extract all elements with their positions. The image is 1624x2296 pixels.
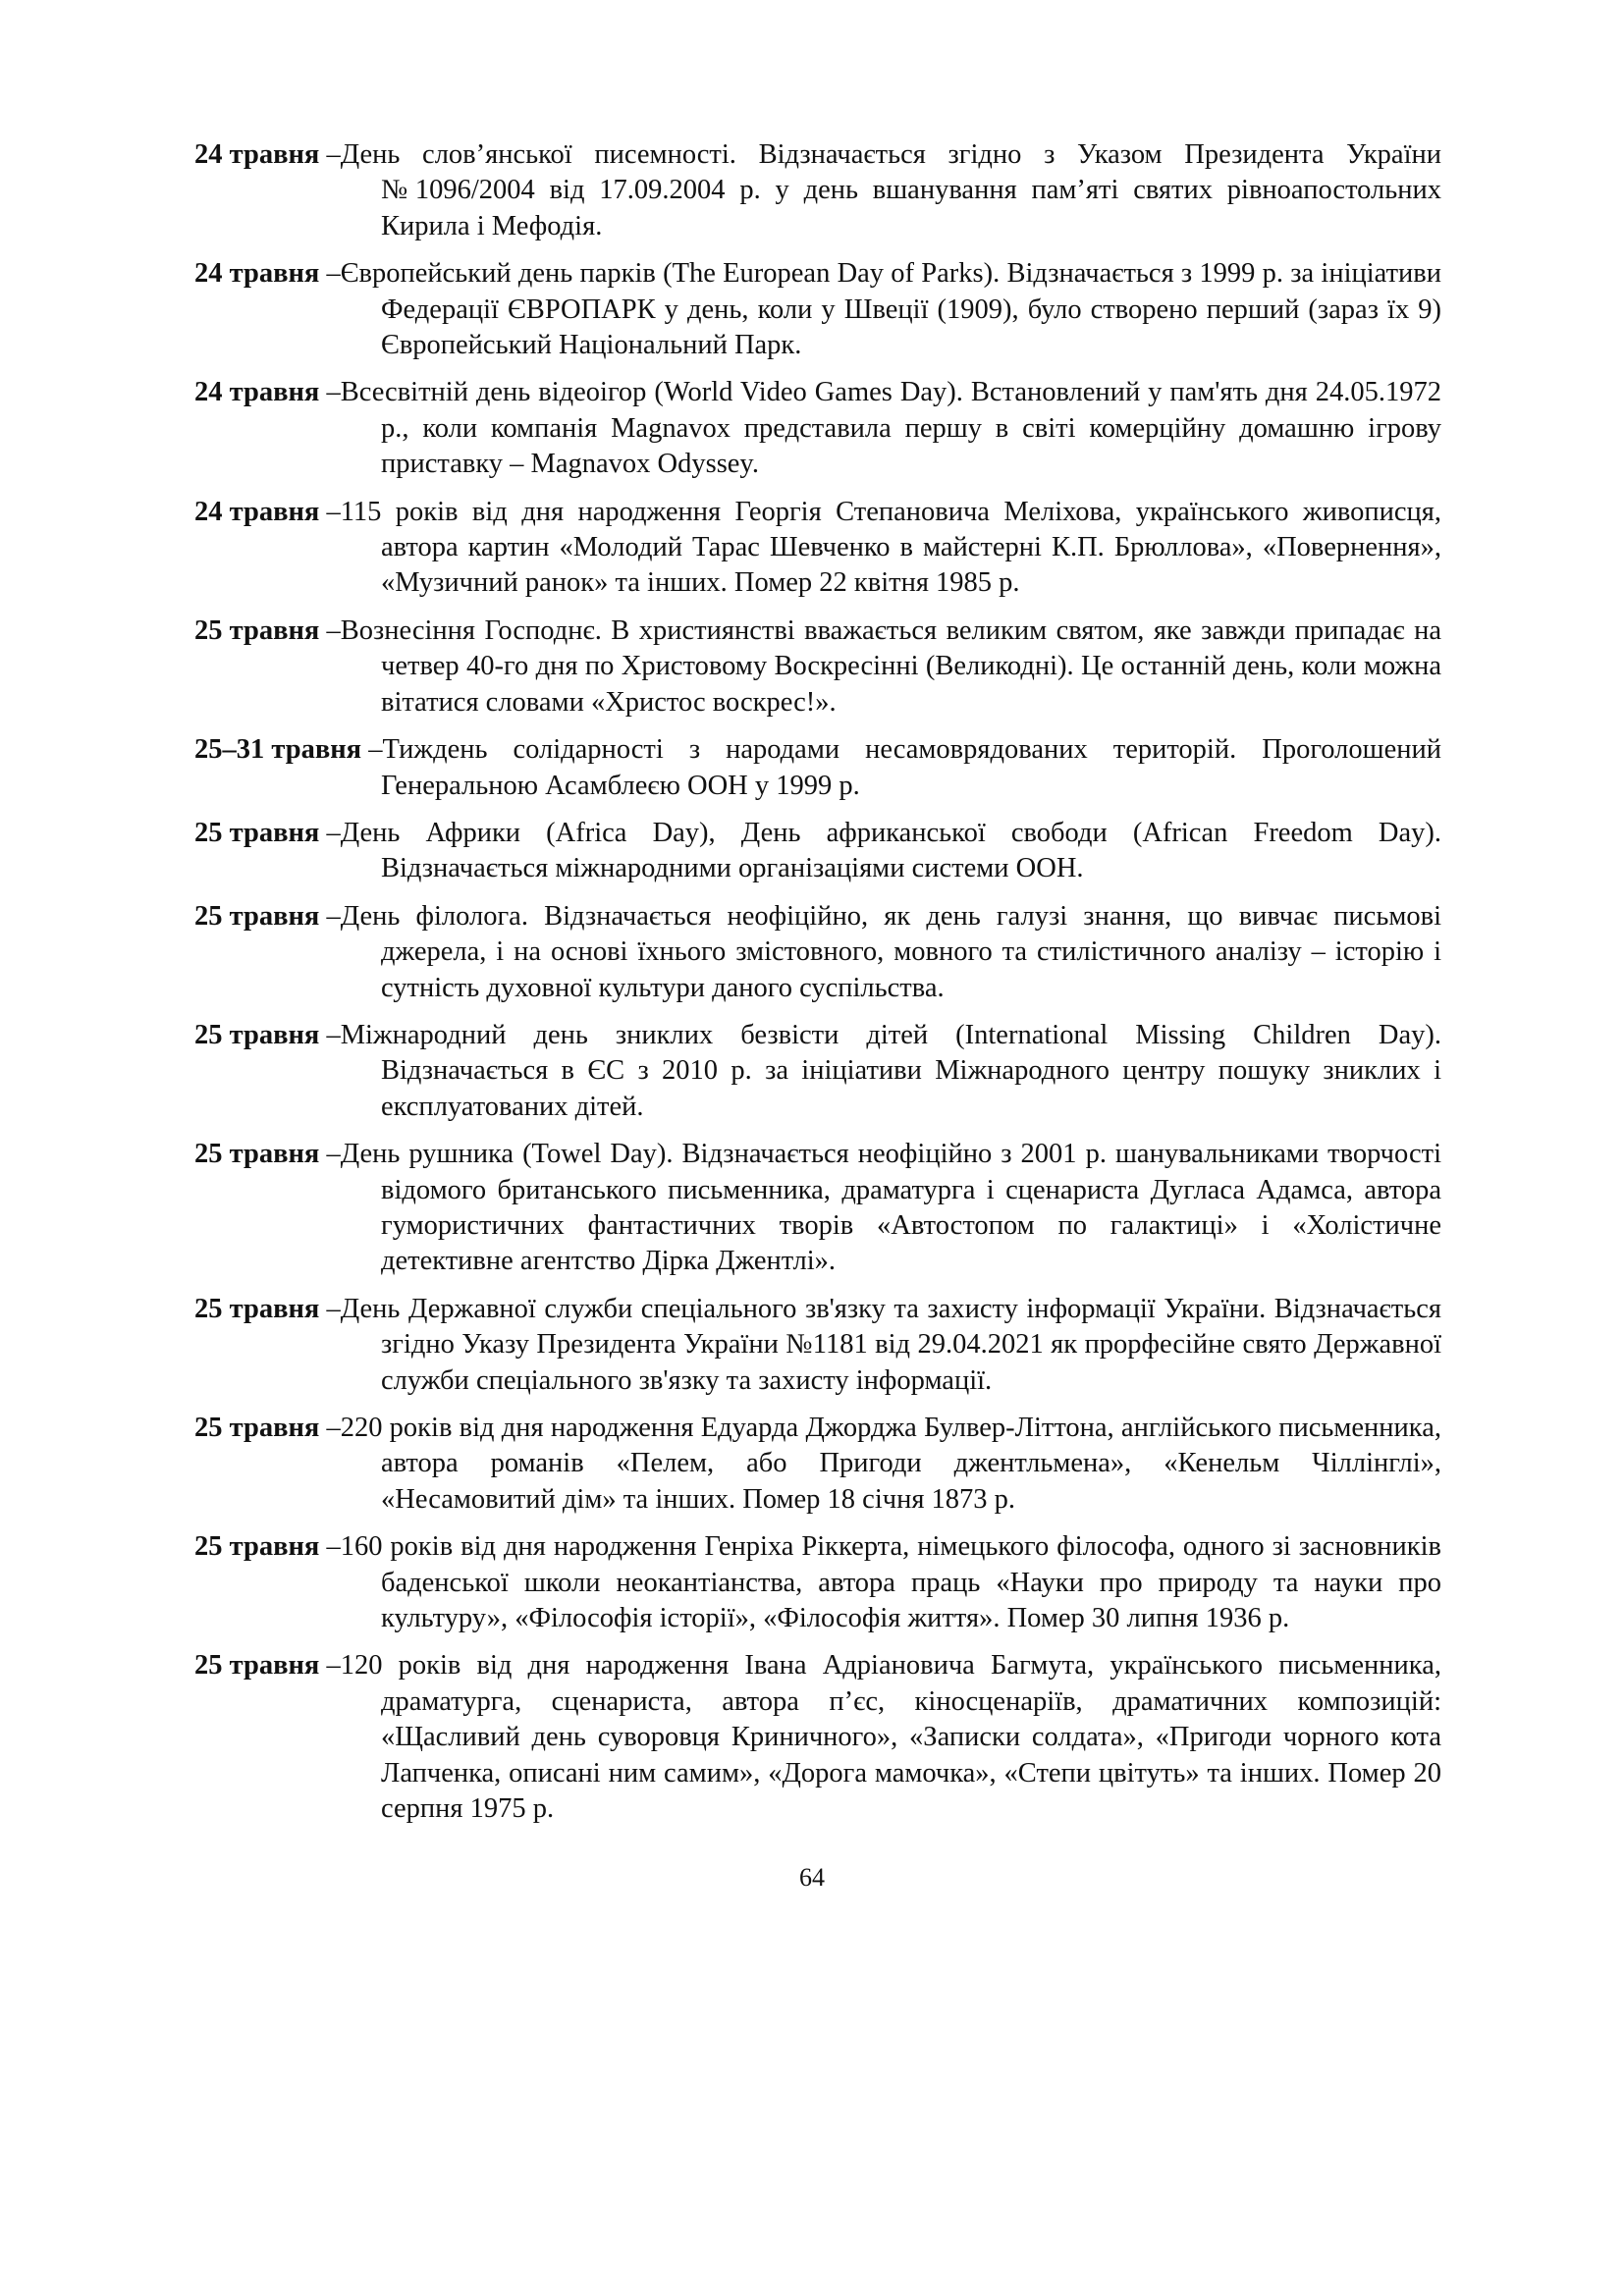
entry-separator: –: [319, 817, 341, 848]
entry-5: [194, 614, 1441, 721]
entry-text: День рушника (Towel Day). Відзначається неофіційно з 2001 р. шанувальниками творчості відомого британського письменника, драматурга і сценариста Дугласа Адамса, автора гумористичних фантастичних творів «Автостопом по галактиці» і «Холістичне детективне агентство Дірка Джентлі».: [340, 1139, 1441, 1277]
entry-11: [194, 1292, 1441, 1399]
entry-separator: –: [319, 1019, 341, 1050]
entry-13: [194, 1529, 1441, 1636]
entry-2: [194, 256, 1441, 363]
page-number: 64: [799, 1863, 825, 1892]
entry-text: День слов’янської писемності. Відзначається згідно з Указом Президента України №1096/2004 від 17.09.2004 р. у день вшанування пам’яті святих рівноапостольних Кирила і Мефодія.: [340, 139, 1441, 241]
entry-8: [194, 899, 1441, 1006]
entry-separator: –: [319, 1139, 341, 1170]
entry-text: День Африки (Africa Day), День африканської свободи (African Freedom Day). Відзначається міжнародними організаціями системи ООН.: [340, 817, 1441, 884]
entry-text: 160 років від дня народження Генріха Ріккерта, німецького філософа, одного зі засновників баденської школи неокантіанства, автора праць «Науки про природу та науки про культуру», «Філософія історії», «Філософія життя». Помер 30 липня 1936 р.: [340, 1531, 1441, 1634]
entry-6: [194, 732, 1441, 804]
entry-text: Європейський день парків (The European Day of Parks). Відзначається з 1999 р. за ініціативи Федерації ЄВРОПАРК у день, коли у Швеції (1909), було створено перший (зараз їх 9) Європейський Національний Парк.: [340, 258, 1441, 361]
entry-text: Міжнародний день зниклих безвісти дітей (International Missing Children Day). Відзначається в ЄС з 2010 р. за ініціативи Міжнародного центру пошуку зниклих і експлуатованих дітей.: [340, 1019, 1441, 1122]
entry-separator: –: [319, 1293, 341, 1324]
entry-separator: –: [319, 900, 341, 932]
entry-separator: –: [319, 1531, 341, 1563]
entry-text: 120 років від дня народження Івана Адріановича Багмута, українського письменника, драматурга, сценариста, автора п’єс, кіносценаріїв, драматичних композицій: «Щасливий день суворовця Криничного», «Записки солдата», «Пригоди чорного кота Лапченка, описані ним самим», «Дорога мамочка», «Степи цвітуть» та інших. Помер 20 серпня 1975 р.: [340, 1650, 1441, 1825]
entry-14: [194, 1648, 1441, 1827]
entry-text: 115 років від дня народження Георгія Степановича Меліхова, українського живописця, автора картин «Молодий Тарас Шевченко в майстерні К.П. Брюллова», «Повернення», «Музичний ранок» та інших. Помер 22 квітня 1985 р.: [340, 496, 1441, 599]
entry-date: 25 травня: [194, 1019, 320, 1050]
entry-text: День філолога. Відзначається неофіційно, як день галузі знання, що вивчає письмові джерела, і на основі їхнього змістовного, мовного та стилістичного аналізу – історію і сутність духовної культури даного суспільства.: [340, 900, 1441, 1003]
entry-text: День Державної служби спеціального зв'язку та захисту інформації України. Відзначається згідно Указу Президента України №1181 від 29.04.2021 як прорфесійне свято Державної служби спеціального зв'язку та захисту інформації.: [340, 1293, 1441, 1396]
entry-separator: –: [319, 377, 341, 408]
entry-text: Тиждень солідарності з народами несамоврядованих територій. Проголошений Генеральною Асамблеєю ООН у 1999 р.: [381, 734, 1441, 801]
entry-date: 25 травня: [194, 1650, 320, 1682]
entry-separator: –: [319, 496, 341, 527]
entry-4: [194, 495, 1441, 602]
entry-date: 25 травня: [194, 817, 320, 848]
entry-separator: –: [361, 734, 383, 766]
entry-7: [194, 816, 1441, 887]
entry-text: Всесвітній день відеоігор (World Video Games Day). Встановлений у пам'ять дня 24.05.1972 р., коли компанія Magnavox представила першу в світі комерційну домашню ігрову приставку – Magnavox Odyssey.: [340, 377, 1441, 480]
entry-date: 25 травня: [194, 1139, 320, 1170]
entry-text: Вознесіння Господнє. В християнстві вважається великим святом, яке завжди припадає на четвер 40-го дня по Христовому Воскресінні (Великодні). Це останній день, коли можна вітатися словами «Христос воскрес!».: [340, 614, 1441, 718]
entry-date: 25 травня: [194, 1531, 320, 1563]
entry-separator: –: [319, 1650, 341, 1682]
entry-3: [194, 375, 1441, 482]
entry-9: [194, 1018, 1441, 1125]
entry-date: 25–31 травня: [194, 734, 362, 766]
entry-separator: –: [319, 139, 341, 170]
entry-date: 25 травня: [194, 1413, 320, 1443]
entry-date: 24 травня: [194, 496, 320, 527]
entry-date: 24 травня: [194, 377, 320, 408]
entry-date: 25 травня: [194, 900, 320, 932]
entry-separator: –: [319, 1413, 341, 1443]
entry-text: 220 років від дня народження Едуарда Джорджа Булвер-Літтона, англійського письменника, автора романів «Пелем, або Пригоди джентльмена», «Кенельм Чіллінглі», «Несамовитий дім» та інших. Помер 18 січня 1873 р.: [340, 1413, 1441, 1515]
calendar-entries: [194, 137, 1441, 1839]
entry-date: 24 травня: [194, 258, 320, 290]
entry-12: [194, 1411, 1441, 1518]
entry-date: 24 травня: [194, 139, 320, 170]
entry-date: 25 травня: [194, 1293, 320, 1324]
entry-date: 25 травня: [194, 614, 320, 646]
entry-10: [194, 1137, 1441, 1280]
entry-1: [194, 137, 1441, 244]
entry-separator: –: [319, 258, 341, 290]
entry-separator: –: [319, 614, 341, 646]
